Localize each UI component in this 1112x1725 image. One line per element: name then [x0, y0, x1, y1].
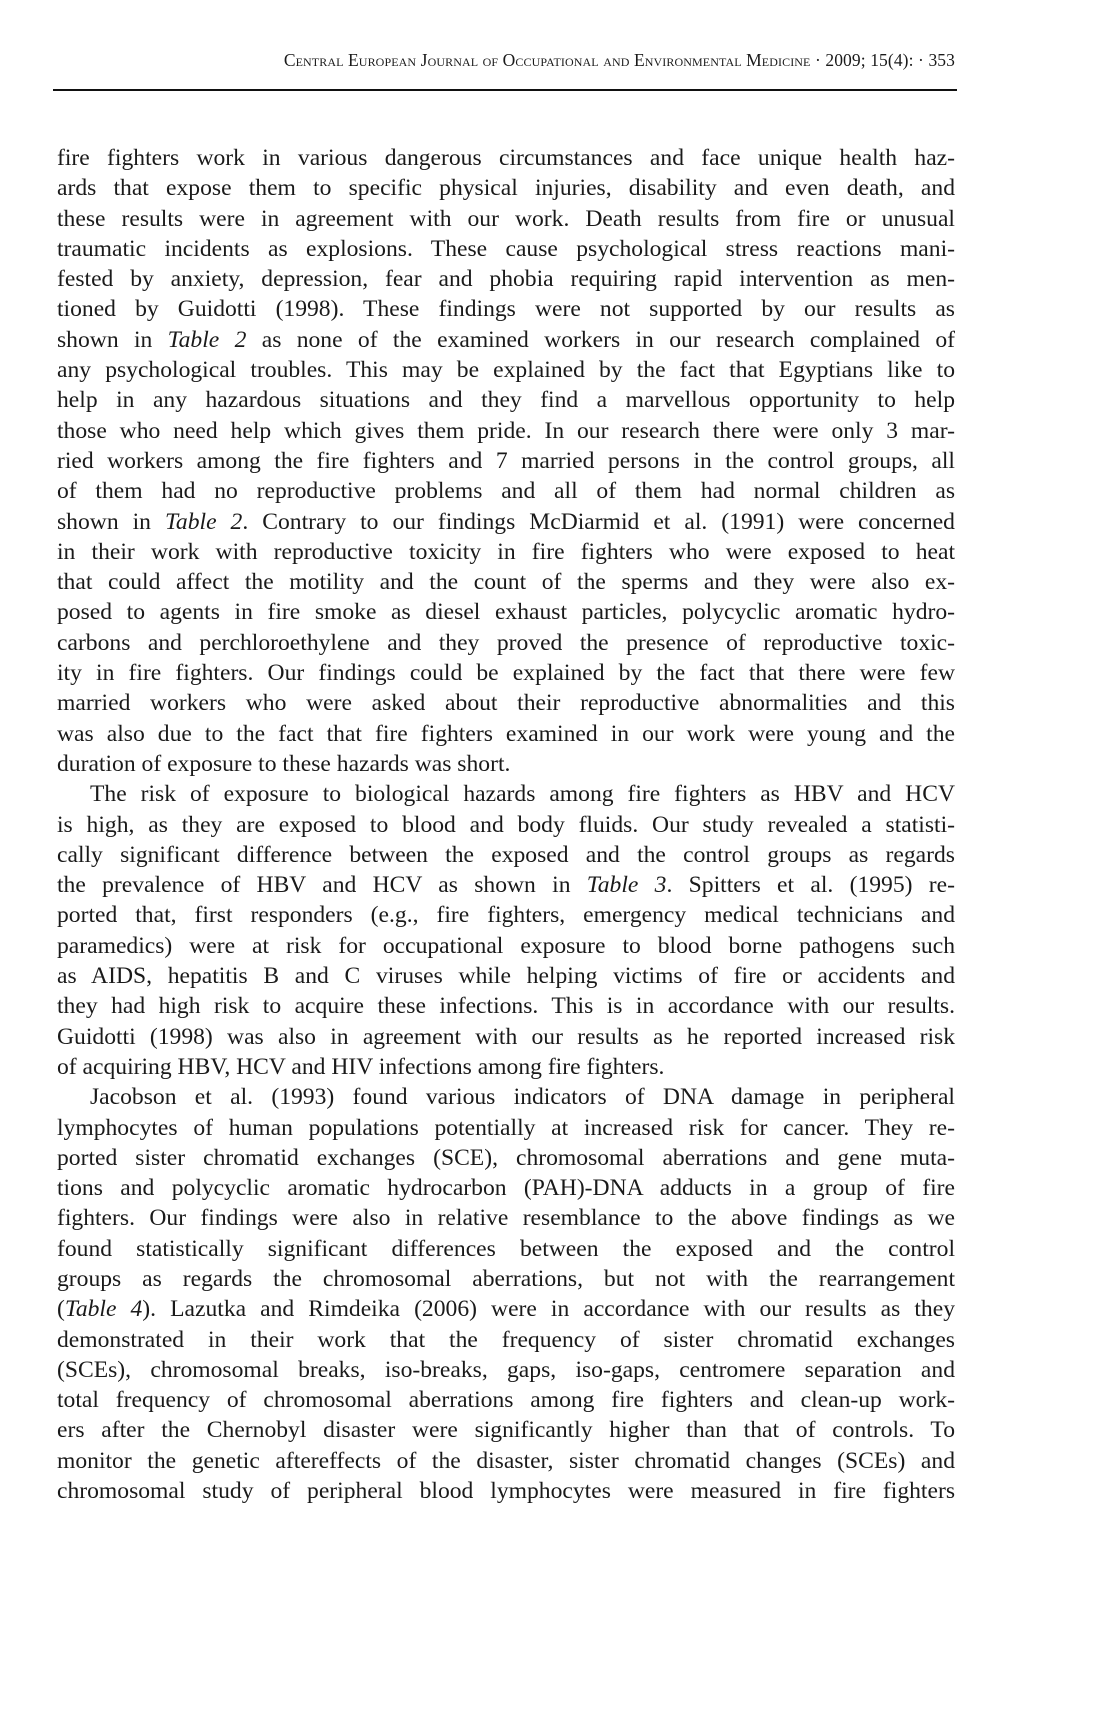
- text-line: [57, 628, 955, 658]
- text-segment: as AIDS, hepatitis B and C viruses while helping victims of fire or accidents and: [57, 963, 955, 990]
- text-segment: Jacobson et al. (1993) found various indicators of DNA damage in peripheral: [90, 1084, 955, 1111]
- text-segment: that could affect the motility and the count of the sperms and they were also ex-: [57, 569, 955, 596]
- text-line: [57, 1234, 955, 1264]
- text-line: [57, 597, 955, 627]
- text-segment: demonstrated in their work that the frequency of sister chromatid exchanges: [57, 1326, 955, 1353]
- text-line: [57, 1052, 955, 1082]
- text-line: [57, 658, 955, 688]
- text-line: [57, 1415, 955, 1445]
- text-segment: fire fighters work in various dangerous circumstances and face unique health haz-: [57, 145, 955, 171]
- text-segment: ). Lazutka and Rimdeika (2006) were in accordance with our results as they: [142, 1296, 955, 1323]
- text-line: [57, 355, 955, 385]
- text-segment: traumatic incidents as explosions. These cause psychological stress reactions mani-: [57, 235, 955, 262]
- text-line: [57, 294, 955, 324]
- text-segment: fighters. Our findings were also in relative resemblance to the above findings as we: [57, 1205, 955, 1232]
- text-line: [57, 1446, 955, 1476]
- text-segment: help in any hazardous situations and they find a marvellous opportunity to help: [57, 387, 955, 414]
- text-line: [57, 173, 955, 203]
- text-line: [57, 1355, 955, 1385]
- text-segment: ported that, first responders (e.g., fire fighters, emergency medical technicians and: [57, 902, 955, 929]
- text-line: [57, 749, 955, 779]
- text-line: [57, 1385, 955, 1415]
- text-segment: ards that expose them to specific physical injuries, disability and even death, and: [57, 175, 955, 202]
- text-segment: ported sister chromatid exchanges (SCE), chromosomal aberrations and gene muta-: [57, 1144, 955, 1171]
- text-line: [57, 416, 955, 446]
- text-segment: tions and polycyclic aromatic hydrocarbon (PAH)-DNA adducts in a group of fire: [57, 1175, 955, 1202]
- text-segment: . Contrary to our findings McDiarmid et al. (1991) were concerned: [242, 508, 955, 535]
- text-segment: Guidotti (1998) was also in agreement with our results as he reported increased risk: [57, 1023, 955, 1050]
- text-line: [57, 1476, 955, 1506]
- text-segment: duration of exposure to these hazards was short.: [57, 750, 511, 777]
- text-segment: tioned by Guidotti (1998). These findings were not supported by our results as: [57, 296, 955, 323]
- text-segment: ity in fire fighters. Our findings could be explained by the fact that there were few: [57, 660, 955, 687]
- text-line: [57, 1173, 955, 1203]
- text-line: [57, 1294, 955, 1324]
- text-segment: as none of the examined workers in our research complained of: [246, 326, 955, 353]
- text-line: [57, 537, 955, 567]
- text-line: [57, 1113, 955, 1143]
- text-line: [57, 779, 955, 809]
- text-line: [57, 1143, 955, 1173]
- text-segment: carbons and perchloroethylene and they proved the presence of reproductive toxic-: [57, 629, 955, 656]
- text-line: [57, 810, 955, 840]
- table-reference: Table 2: [167, 326, 247, 353]
- text-line: [57, 325, 955, 355]
- text-segment: posed to agents in fire smoke as diesel exhaust particles, polycyclic aromatic hydro-: [57, 599, 955, 626]
- text-line: [57, 234, 955, 264]
- text-segment: these results were in agreement with our work. Death results from fire or unusual: [57, 205, 955, 232]
- text-segment: ers after the Chernobyl disaster were significantly higher than that of controls. To: [57, 1417, 955, 1444]
- text-line: [57, 567, 955, 597]
- text-segment: groups as regards the chromosomal aberrations, but not with the rearrangement: [57, 1265, 955, 1292]
- text-segment: . Spitters et al. (1995) re-: [666, 872, 955, 899]
- text-segment: monitor the genetic aftereffects of the disaster, sister chromatid changes (SCEs) and: [57, 1447, 955, 1474]
- text-line: [57, 507, 955, 537]
- text-segment: fested by anxiety, depression, fear and phobia requiring rapid intervention as men-: [57, 266, 955, 293]
- text-segment: found statistically significant differences between the exposed and the control: [57, 1235, 955, 1262]
- text-line: [57, 264, 955, 294]
- text-segment: was also due to the fact that fire fighters examined in our work were young and the: [57, 720, 955, 747]
- table-reference: Table 4: [64, 1296, 143, 1323]
- text-segment: lymphocytes of human populations potentially at increased risk for cancer. They re-: [57, 1114, 955, 1141]
- table-reference: Table 2: [164, 508, 243, 535]
- text-segment: of acquiring HBV, HCV and HIV infections among fire fighters.: [57, 1053, 665, 1080]
- text-line: [57, 931, 955, 961]
- text-segment: they had high risk to acquire these infections. This is in accordance with our results.: [57, 993, 955, 1020]
- text-line: [57, 840, 955, 870]
- text-segment: chromosomal study of peripheral blood lymphocytes were measured in fire fighters: [57, 1478, 955, 1505]
- text-line: [57, 1203, 955, 1233]
- text-segment: shown in: [57, 508, 165, 535]
- text-segment: ried workers among the fire fighters and 7 married persons in the control groups, all: [57, 447, 955, 474]
- text-line: [57, 446, 955, 476]
- text-line: [57, 1082, 955, 1112]
- text-segment: (SCEs), chromosomal breaks, iso-breaks, gaps, iso-gaps, centromere separation and: [57, 1356, 955, 1383]
- text-segment: any psychological troubles. This may be explained by the fact that Egyptians like to: [57, 357, 955, 384]
- text-segment: the prevalence of HBV and HCV as shown in: [57, 872, 587, 899]
- text-segment: of them had no reproductive problems and all of them had normal children as: [57, 478, 955, 505]
- header-divider: [53, 89, 957, 91]
- article-body: [57, 143, 955, 1506]
- text-line: [57, 870, 955, 900]
- running-header: Central European Journal of Occupational and Environmental Medicine · 2009; 15(4): · 353: [283, 50, 955, 70]
- text-segment: The risk of exposure to biological hazards among fire fighters as HBV and HCV: [90, 781, 955, 808]
- text-segment: cally significant difference between the exposed and the control groups as regards: [57, 841, 955, 868]
- text-line: [57, 476, 955, 506]
- text-segment: those who need help which gives them pride. In our research there were only 3 mar-: [57, 417, 955, 444]
- text-line: [57, 1264, 955, 1294]
- table-reference: Table 3: [586, 872, 667, 899]
- text-line: [57, 204, 955, 234]
- text-segment: paramedics) were at risk for occupational exposure to blood borne pathogens such: [57, 932, 955, 959]
- text-segment: total frequency of chromosomal aberrations among fire fighters and clean-up work-: [57, 1387, 955, 1414]
- text-segment: (: [57, 1296, 65, 1323]
- text-segment: in their work with reproductive toxicity in fire fighters who were exposed to heat: [57, 538, 955, 565]
- text-line: [57, 900, 955, 930]
- text-line: [57, 991, 955, 1021]
- text-line: [57, 143, 955, 173]
- text-line: [57, 719, 955, 749]
- text-line: [57, 385, 955, 415]
- text-line: [57, 688, 955, 718]
- text-segment: married workers who were asked about their reproductive abnormalities and this: [57, 690, 955, 717]
- text-line: [57, 1022, 955, 1052]
- text-segment: shown in: [57, 326, 168, 353]
- text-line: [57, 1325, 955, 1355]
- text-line: [57, 961, 955, 991]
- text-segment: is high, as they are exposed to blood and body fluids. Our study revealed a statisti-: [57, 811, 955, 838]
